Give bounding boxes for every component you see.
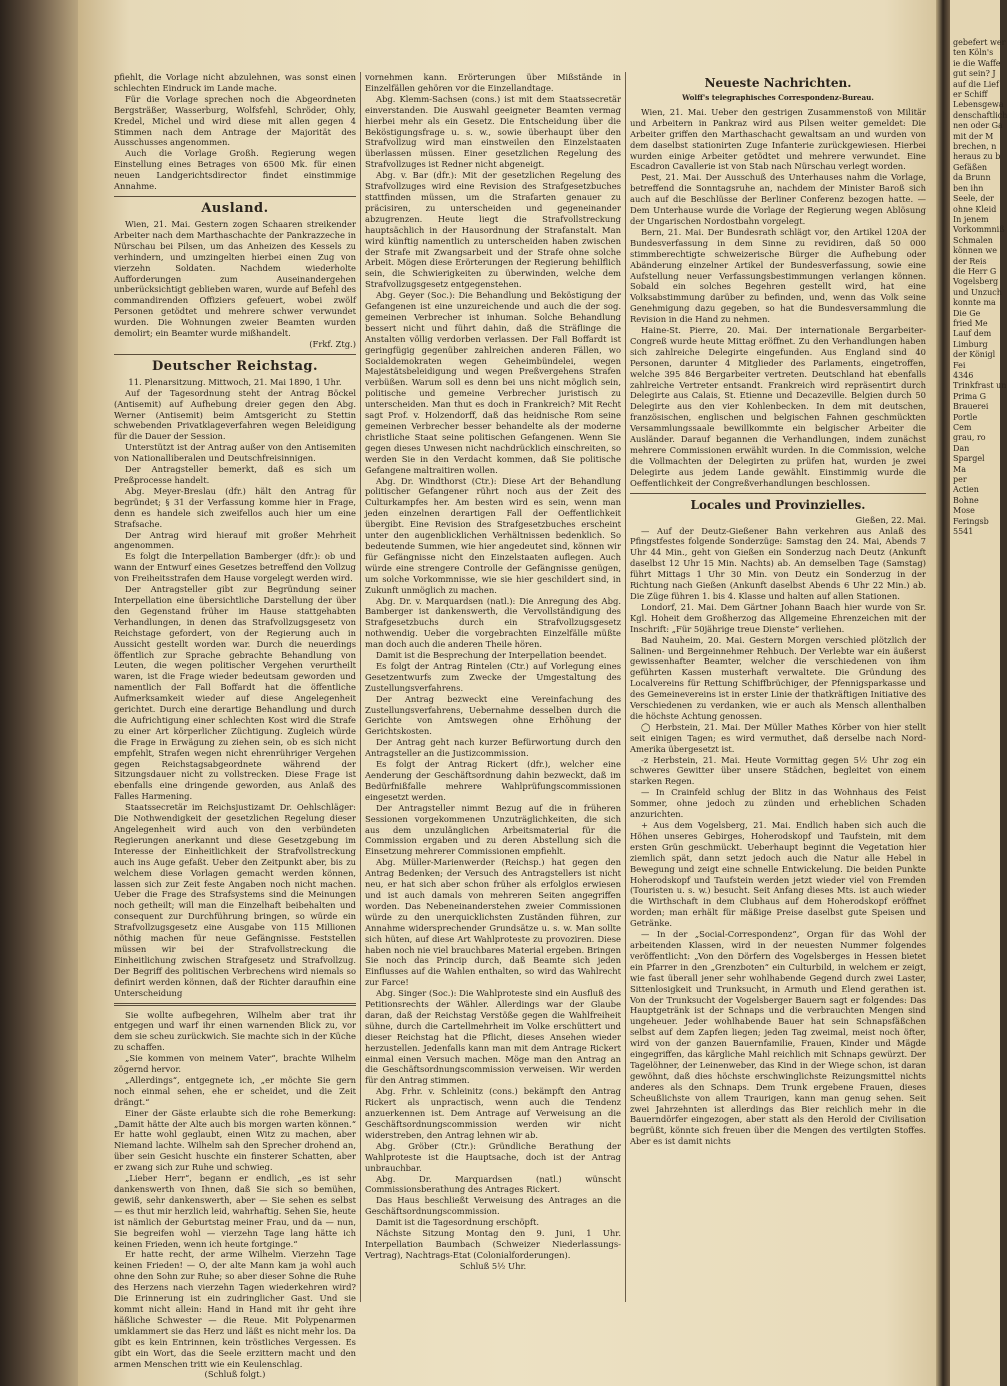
paragraph: Wien, 21. Mai. Gestern zogen Schaaren streikender Arbeiter nach dem Marthaschachte der Pankrazzeche in Nürschau bei Pilsen, um das Anheizen des Kessels zu verhindern, und umzingelten hierbei einen Zug von vierzehn Soldaten. Nachdem wiederholte Aufforderungen zum Auseinandergehen unberücksichtigt geblieben waren, wurde auf Befehl des commandirenden Offiziers gefeuert, wobei zwölf Personen getödtet und mehrere schwer verwundet wurden. Die Wohnungen zweier Beamten wurden demolirt; ein Beamter wurde mißhandelt. bbox=[114, 218, 356, 339]
edge-text-line: die Herr G bbox=[953, 266, 997, 276]
paragraph: Damit ist die Besprechung der Interpellation beendet. bbox=[376, 650, 607, 661]
edge-text-line: mit der M bbox=[953, 131, 994, 141]
wire-service-credit: Wolff's telegraphisches Correspondenz-Bureau. bbox=[682, 93, 874, 102]
edge-text-line: brechen, n bbox=[953, 142, 997, 152]
edge-text-line: fried Me bbox=[953, 318, 988, 328]
paragraph: — In der „Social-Correspondenz“, Organ für das Wohl der arbeitenden Klassen, wird in der neuesten Nummer folgendes veröffentlicht: „Von den Dörfern des Vogelsberges in Hessen bietet ein Pfarrer in den „Grenzboten“ ein Culturbild, in welchem er zeigt, wie fast überall jener sehr wohlhabende Gegend durch zwei Laster, Sittenlosigkeit und Trunksucht, in Armuth und Elend gerathen ist. Von der Trunksucht der Vogelsberger Bauern sagt er folgendes: Das Hauptgetränk ist der Schnaps und die verbrauchten Mengen sind ungeheuer. Jeder wohlhabende Bauer hat sein Schnapsfäßchen selbst auf dem Zapfen liegen; jeden Tag zweimal, meist noch öfter, wird von der ganzen Bauernfamilie, Frauen, Kinder und Mägde eingegriffen, das kärgliche Mahl reichlich mit Schnaps gewürzt. Der Tagelöhner, der Leinenweber, das Kind in der Wiege schon, ist daran gewöhnt, daß dies höchste erschwinglichste Reizungsmittel nichts anderes als den Schnaps. Dem Trunk ergebene Frauen, dieses Scheußlichste von allem Traurigen, kann man genug sehen. Seit zwei Jahrzehnten ist allerdings das Bier reichlich mehr in die Bauerndörfer eingezogen, aber statt als den Herold der Civilisation begrüßt, könnte sich freuen über die Mengen des vertilgten Stoffes. Aber es ist damit nichts bbox=[630, 929, 926, 1147]
section-title-locales: Locales und Provinzielles. bbox=[690, 497, 866, 512]
paragraph: Abg. Müller-Marienwerder (Reichsp.) hat gegen den Antrag Bedenken; der Versuch des Antragstellers ist nicht neu, er hat sich aber schon früher als erfolglos erwiesen und ist auch damals von mehreren Seiten angegriffen worden. Das Nebeneinanderstehen zweier Commissionen würde zu den unerquicklichsten Zuständen führen, zur Annahme widersprechender Grundsätze u. s. w. Man sollte sich hüten, auf diese Art Wahlproteste zu provoziren. Diese haben noch nie viel brauchbares Material ergeben. Bringen Sie noch das Princip durch, daß Beamte sich jeden Einflusses auf die Wahlen enthalten, so wird das Wahlrecht zur Farce! bbox=[365, 857, 621, 988]
section-title-reichstag: Deutscher Reichstag. bbox=[151, 358, 319, 374]
edge-text-line: Limburg bbox=[953, 339, 988, 349]
paragraph: Der Antragsteller bemerkt, daß es sich um Preßprocesse handelt. bbox=[114, 464, 356, 485]
edge-text-line: Ma bbox=[953, 464, 966, 474]
paragraph: Auf der Tagesordnung steht der Antrag Böckel (Antisemit) auf Aufhebung dreier gegen den Abg. Werner (Antisemit) beim Amtsgericht zu Stettin schwebenden Privatklageverfahren wegen Beleidigung für die Dauer der Session. bbox=[114, 387, 356, 442]
edge-text-line: Cem bbox=[953, 423, 972, 433]
edge-text-line: konnte ma bbox=[953, 298, 996, 308]
book-binding bbox=[0, 0, 78, 1386]
column-rule bbox=[360, 72, 361, 1302]
paragraph: Er hatte recht, der arme Wilhelm. Vierzehn Tage keinen Frieden! — O, der alte Mann kam ja wohl auch ohne den Sohn zur Ruhe; so aber dieser Sohne die Ruhe des Herzens nach vierzehn Tagen wiederkehren wird? Die Erinnerung ist ein zudringlicher Gast. Und sie kommt nicht allein: Hand in Hand mit ihr geht ihre häßliche Schwester — die Reue. Mit Polypenarmen umklammert sie das Herz und läßt es nicht mehr los. Da gibt es kein Entrinnen, kein tröstliches Vergessen. Es gibt ein Wort, das die Seele erzittern macht und den armen Menschen tritt wie ein Keulenschlag. bbox=[114, 1249, 356, 1369]
adjacent-page-text bbox=[950, 0, 1007, 538]
paragraph: -z Herbstein, 21. Mai. Heute Vormittag gegen 5½ Uhr zog ein schweres Gewitter über unsere Städchen, begleitet von einem starken Regen. bbox=[630, 754, 926, 787]
paragraph: pfiehlt, die Vorlage nicht abzulehnen, was sonst einen schlechten Eindruck im Lande mache. bbox=[114, 72, 356, 93]
edge-text-line: heraus zu b bbox=[953, 152, 1001, 162]
edge-text-line: In jenem bbox=[953, 214, 989, 224]
paragraph: Abg. Geyer (Soc.): Die Behandlung und Beköstigung der Gefangenen ist eine unzureichende und auch die der sog. gemeinen Verbrecher ist inhuman. Solche Behandlung bessert nicht und führt dahin, daß die Sträflinge die Anstalten völlig verdorben verlassen. Der Fall Boffardt ist geringfügig gegenüber zahlreichen anderen Fällen, wo Socialdemokraten wegen Geheimbündelei, wegen Majestätsbeleidigung und wegen Preßvergehens Strafen verbüßen. Warum soll es denn bei uns nicht möglich sein, politische und gemeine Verbrecher juristisch zu unterscheiden. Man thut es doch in Frankreich? Mit Recht sagt Prof. v. Holzendorff, daß das heidnische Rom seine gemeinen Verbrecher besser behandelte als der moderne christliche Staat seine politischen Gefangenen. Wenn Sie gegen dieses Unwesen nicht nachdrücklich einschreiten, so werden Sie in den Verdacht kommen, daß Sie politische Gefangene maltraitiren wollen. bbox=[365, 290, 621, 475]
paragraph: Wien, 21. Mai. Ueber den gestrigen Zusammenstoß von Militär und Arbeitern in Pankraz wird aus Pilsen weiter gemeldet: Die Arbeiter griffen den Marthaschacht gewaltsam an und wurden von dem daselbst stationirten Zuge Infanterie zurückgewiesen. Hierbei wurden einige Arbeiter getödtet und mehrere verwundet. Eine Escadron Cavallerie ist von Stab nach Nürschau verlegt worden. bbox=[630, 106, 926, 172]
edge-text-line: Seele, der bbox=[953, 194, 995, 204]
paragraph: vornehmen kann. Erörterungen über Mißstände in Einzelfällen gehören vor die Einzellandtage. bbox=[365, 72, 621, 93]
paragraph: Nächste Sitzung Montag den 9. Juni, 1 Uhr. Interpellation Baumbach (Schweizer Niederlassungs-Vertrag), Nachtrags-Etat (Colonialforderungen). bbox=[365, 1228, 621, 1260]
paragraph: ◯ Herbstein, 21. Mai. Der Müller Mathes Körber von hier stellt seit einigen Tagen; es wird vermuthet, daß derselbe nach Nord-Amerika übergesetzt ist. bbox=[630, 721, 926, 754]
edge-text-line: 5541 bbox=[953, 527, 974, 537]
paragraph: Sie wollte aufbegehren, Wilhelm aber trat ihr entgegen und warf ihr einen warnenden Blick zu, vor dem sie scheu zurückwich. Sie machte sich in der Küche zu schaffen. bbox=[114, 1009, 356, 1053]
paragraph: Der Antragsteller gibt zur Begründung seiner Interpellation eine übersichtliche Darstellung der über den Gegenstand früher im Hause stattgehabten Verhandlungen, in denen das Strafvollzugsgesetz von Reichstage gefordert, von der Regierung auch in Aussicht gestellt worden war. Durch die neuerdings öffentlich zur Sprache gebrachte Behandlung von Leuten, die wegen politischer Vergehen verurtheilt waren, ist die Frage wieder bedeutsam geworden und namentlich der Fall Boffardt hat die öffentliche Aufmerksamkeit wieder auf diese Angelegenheit gerichtet. Durch eine derartige Behandlung und durch die Aufrichtigung einer schlechten Kost wird die Strafe zu einer Art körperlicher Züchtigung. Zugleich würde die Frage in Erwägung zu ziehen sein, ob es sich nicht empfehlt, Strafen wegen nicht ehrenrühriger Vergehen gegen Reichstagsabgeordnete während der Sitzungsdauer nicht zu vollstrecken. Diese Frage ist ebenfalls eine dringende geworden, aus Anlaß des Falles Harmening. bbox=[114, 584, 356, 802]
edge-text-line: grau, ro bbox=[953, 433, 986, 443]
paragraph: „Allerdings“, entgegnete ich, „er möchte Sie gern noch einmal sehen, ehe er scheidet, und die Zeit drängt.“ bbox=[114, 1074, 356, 1107]
paragraph: Abg. Klemm-Sachsen (cons.) ist mit dem Staatssecretär einverstanden. Die Auswahl geeigneter Beamten vermag hierbei mehr als ein Gesetz. Die Entscheidung über die Beköstigungsfrage u. s. w., sowie überhaupt über den Strafvollzug wird man einstweilen den Einzelstaaten überlassen müssen. Einer gesetzlichen Regelung des Strafvollzuges ist Redner nicht abgeneigt. bbox=[365, 93, 621, 170]
column-left bbox=[114, 72, 356, 1380]
edge-text-line: Vorkommniß bbox=[953, 225, 1005, 235]
paragraph: Der Antrag bezweckt eine Vereinfachung des Zustellungsverfahrens, Uebernahme desselben durch die Gerichte von Amtswegen ohne Erhöhung der Gerichtskosten. bbox=[365, 693, 621, 737]
column-middle bbox=[365, 72, 621, 1302]
edge-text-line: nen oder Ga bbox=[953, 121, 1003, 131]
edge-text-line: Lebensgewa bbox=[953, 100, 1004, 110]
page-gutter bbox=[936, 0, 950, 1386]
paragraph: + Aus dem Vogelsberg, 21. Mai. Endlich haben sich auch die Höhen unseres Gebirges, Hoherodskopf und Taufstein, mit dem ersten Grün geschmückt. Ueberhaupt beginnt die Vegetation hier ziemlich spät, dann setzt jedoch auch die Natur alle Hebel in Bewegung und zeigt eine schnelle Entwickelung. Die beiden Punkte Hoherodskopf und Taufstein werden jetzt wieder viel von Fremden (Touristen u. s. w.) besucht. Seit Anfang dieses Mts. ist auch wieder die Wirthschaft in dem Clubhaus auf dem Hoherodskopf eröffnet worden; man erhält für mäßige Preise daselbst gute Speisen und Getränke. bbox=[630, 820, 926, 929]
paragraph: Unterstützt ist der Antrag außer von den Antisemiten von Nationalliberalen und Deutschfreisinnigen. bbox=[114, 442, 356, 464]
paragraph: Abg. Singer (Soc.): Die Wahlproteste sind ein Ausfluß des Petitionsrechts der Wähler. Allerdings war der Glaube daran, daß der Reichstag Verstöße gegen die Wahlfreiheit sühne, durch die Cartellmehrheit im Volke erschüttert und dieser Reichstag hat die Pflicht, dieses Ansehen wieder herzustellen. Jedenfalls kann man mit dem Antrage Rickert einmal einen Versuch machen. Möge man den Antrag an die Geschäftsordnungscommission verweisen. Wir werden für den Antrag stimmen. bbox=[365, 988, 621, 1086]
paragraph: Bad Nauheim, 20. Mai. Gestern Morgen verschied plötzlich der Salinen- und Bergeinnehmer Rehbuch. Der Verlebte war ein äußerst gewissenhafter Beamter, welcher die verschiedenen von ihm geführten Kassen musterhaft verwaltete. Die Gründung des Localvereins für Rettung Schiffbrüchiger, der Pfennigsparkasse und des Gemeinevereins ist in erster Linie der thatkräftigen Initiative des Verschiedenen zu verdanken, wie er auch als Mensch allenthalben die höchste Achtung genossen. bbox=[630, 634, 926, 721]
edge-text-line: Mose bbox=[953, 506, 975, 516]
edge-text-line: Schmalen bbox=[953, 235, 993, 245]
closing-time: Schluß 5½ Uhr. bbox=[459, 1260, 527, 1271]
edge-text-line: Lauf dem bbox=[953, 329, 992, 339]
paragraph: Londorf, 21. Mai. Dem Gärtner Johann Baach hier wurde von Sr. Kgl. Hoheit dem Großherzog das Allgemeine Ehrenzeichen mit der Inschrift: „Für 50jährige treue Dienste“ verliehen. bbox=[630, 601, 926, 634]
edge-text-line: ten Köln's bbox=[953, 48, 994, 58]
paragraph: Bern, 21. Mai. Der Bundesrath schlägt vor, den Artikel 120A der Bundesverfassung in dem Sinne zu revidiren, daß 50 000 stimmberechtigte schweizerische Bürger die Aufhebung oder Abänderung einzelner Artikel der Bundesverfassung, sowie eine Aufstellung neuer Verfassungsbestimmungen verlangen können. Sobald ein solches Begehren gestellt wird, hat eine Volksabstimmung darüber zu befinden, und, wenn das Volk seine Genehmigung dazu gegeben, so hat die Bundesversammlung die Revision in die Hand zu nehmen. bbox=[630, 226, 926, 325]
reichstag-report bbox=[114, 388, 356, 999]
edge-text-line: der Reis bbox=[953, 256, 987, 266]
paragraph: Einer der Gäste erlaubte sich die rohe Bemerkung: „Damit hätte der Alte auch bis morgen warten können.“ Er hatte wohl geglaubt, einen Witz zu machen, aber Niemand lachte. Wilhelm sah den Sprecher drohend an, über sein Gesicht huschte ein finsterer Schatten, aber er zwang sich zur Ruhe und schwieg. bbox=[114, 1107, 356, 1173]
paragraph: Der Antrag geht nach kurzer Befürwortung durch den Antragsteller an die Justizcommission. bbox=[365, 737, 621, 759]
edge-text-line: Fei bbox=[953, 360, 966, 370]
edge-text-line: auf die Lief bbox=[953, 79, 999, 89]
edge-text-line: Die Ge bbox=[953, 308, 981, 318]
edge-text-line: Prima G bbox=[953, 391, 987, 401]
paragraph: Es folgt der Antrag Rickert (dfr.), welcher eine Aenderung der Geschäftsordnung dahin bezweckt, daß im Bedürfnißfalle mehrere Wahlprüfungscommissionen eingesetzt werden. bbox=[365, 759, 621, 802]
edge-text-line: der Königl bbox=[953, 350, 996, 360]
source-citation: (Frkf. Ztg.) bbox=[309, 338, 356, 349]
edge-text-line: Spargel bbox=[953, 454, 985, 464]
edge-text-line: da Brunn bbox=[953, 173, 991, 183]
paragraph: Für die Vorlage sprechen noch die Abgeordneten Bergsträßer, Wasserburg, Wolfsfehl, Schröder, Ohly, Kredel, Michel und wird diese mit allen gegen 4 Stimmen nach dem Antrage der Majorität des Ausschusses angenommen. bbox=[114, 93, 356, 148]
edge-text-line: Actien bbox=[953, 485, 979, 495]
section-divider bbox=[114, 196, 356, 197]
section-title-ausland: Ausland. bbox=[201, 200, 269, 216]
paragraph: — In Crainfeld schlug der Blitz in das Wohnhaus des Feist Sommer, ohne jedoch zu zünden und erheblichen Schaden anzurichten. bbox=[630, 787, 926, 820]
edge-text-line: gebefert wer bbox=[953, 38, 1006, 47]
paragraph: Es folgt die Interpellation Bamberger (dfr.): ob und wann der Entwurf eines Gesetzes betreffend den Vollzug von Freiheitsstrafen dem Hause vorgelegt werden wird. bbox=[114, 551, 356, 584]
paragraph: Der Antragsteller nimmt Bezug auf die in früheren Sessionen vorgekommenen Unzuträglichkeiten, die sich aus dem unzulänglichen Arbeitsmaterial für die Commission ergaben und zu deren Abstellung sich die Einsetzung mehrerer Commissionen empfiehlt. bbox=[365, 802, 621, 857]
edge-text-line: ohne Kleid bbox=[953, 204, 997, 214]
paragraph: Es folgt der Antrag Rintelen (Ctr.) auf Vorlegung eines Gesetzentwurfs zum Zwecke der Umgestaltung des Zustellungsverfahrens. bbox=[365, 660, 621, 693]
paragraph: Abg. Dr. Windthorst (Ctr.): Diese Art der Behandlung politischer Gefangener rührt noch aus der Zeit des Culturkampfes her. Am besten wird es sein, wenn man jeden einzelnen derartigen Fall der Oeffentlichkeit übergibt. Eine Revision des Strafgesetzbuches erscheint unter den augenblicklichen Verhältnissen bedenklich. So bedeutende Summen, wie hier angedeutet sind, können wir für Gefängnisse nicht den Einzelstaaten auflegen. Auch würde eine strengere Controlle der Gefängnisse genügen, um solche Vorkommnisse, wie sie hier geschildert sind, in Zukunft unmöglich zu machen. bbox=[365, 475, 621, 595]
session-line: 11. Plenarsitzung. Mittwoch, 21. Mai 1890, 1 Uhr. bbox=[128, 376, 342, 387]
paragraph: Abg. Dr. Marquardsen (natl.) wünscht Commissionsberathung des Antrages Rickert. bbox=[365, 1173, 621, 1195]
paragraph: „Lieber Herr“, begann er endlich, „es ist sehr dankenswerth von Ihnen, daß Sie sich so bemühen, gewiß, sehr dankenswerth, aber — Sie sehen es selbst — es thut mir herzlich leid, wahrhaftig. Sehen Sie, heute ist nämlich der Geburtstag meiner Frau, und da — nun, Sie begreifen wohl — vierzehn Tage lang hätte ich keinen Frieden, wenn ich heute fortginge.“ bbox=[114, 1173, 356, 1249]
paragraph: Staatssecretär im Reichsjustizamt Dr. Oehlschläger: Die Nothwendigkeit der gesetzlichen Regelung dieser Angelegenheit wird auch von den verbündeten Regierungen anerkannt und diese Gesetzgebung im Interesse der Einheitlichkeit der Strafvollstreckung auch ins Auge gefaßt. Ueber den Zeitpunkt aber, bis zu welchem diese Vorlagen gemacht werden können, lassen sich zur Zeit feste Angaben noch nicht machen. Ueber die Frage des Strafsystems sind die Meinungen noch getheilt; will man die Einzelhaft beibehalten und consequent zur Durchführung bringen, so würde ein Strafvollzugsgesetz eine Ausgabe von 115 Millionen nöthig machen für neue Gefängnisse. Feststellen müssen wir bei der Strafvollstreckung die Einheitlichung zwischen Strafgesetz und Strafvollzug. Der Begriff des politischen Verbrechens wird niemals so definirt werden können, daß der Richter daraufhin eine Unterscheidung bbox=[114, 802, 356, 998]
feuilleton-divider bbox=[114, 1003, 356, 1006]
continued-note: (Schluß folgt.) bbox=[204, 1369, 266, 1380]
paragraph: Haine-St. Pierre, 20. Mai. Der internationale Bergarbeiter-Congreß wurde heute Mittag eröffnet. Zu den Verhandlungen haben sich zahlreiche Delegirte eingefunden. Aus England sind 40 Personen, darunter 4 Mitglieder des Parlaments, eingetroffen, welche 395 846 Bergarbeiter vertreten. Deutschland hat ebenfalls zahlreiche Vertreter entsandt. Frankreich wird repräsentirt durch Delegirte aus Calais, St. Etienne und Decazeville. Belgien durch 50 Delegirte aus den vier Kohlenbecken. In dem mit deutschen, französischen, englischen und belgischen Fahnen geschmückten Versammlungssaale bewillkommte ein belgischer Arbeiter die Ausländer. Darauf begannen die Verhandlungen, indem zunächst mehrere Commissionen erwählt wurden. In die Commission, welche die Vollmachten der Delegirten zu prüfen hat, wurden je zwei Delegirte aus jedem Lande gewählt. Einstimmig wurde die Oeffentlichkeit der Congreßverhandlungen beschlossen. bbox=[630, 325, 926, 488]
paragraph: Damit ist die Tagesordnung erschöpft. bbox=[376, 1217, 540, 1228]
edge-text-line: ben ihn bbox=[953, 183, 984, 193]
paragraph: Auch die Vorlage Großh. Regierung wegen Einstellung eines Betrages von 6500 Mk. für einen neuen Landgerichtsdirector findet einstimmige Annahme. bbox=[114, 148, 356, 192]
edge-text-line: Trinkfrast un bbox=[953, 381, 1007, 391]
edge-text-line: gut sein? J bbox=[953, 69, 996, 79]
paragraph: Abg. v. Bar (dfr.): Mit der gesetzlichen Regelung des Strafvollzuges wird eine Revision des Strafgesetzbuches stattfinden müssen, um die Strafarten genauer zu präcisiren, zu unterscheiden und gegeneinander abzugrenzen. Heute liegt die Strafvollstreckung hauptsächlich in der Hausordnung der Strafanstalt. Man wird künftig namentlich zu unterscheiden haben zwischen der Strafe mit Zwangsarbeit und der Strafe ohne solche Arbeit. Mögen diese Erörterungen der Regierung behilflich sein, die Schwierigkeiten zu überwinden, welche dem Strafvollzugsgesetz entgegenstehen. bbox=[365, 170, 621, 290]
column-right bbox=[630, 72, 926, 1302]
section-title-neueste: Neueste Nachrichten. bbox=[704, 76, 852, 90]
paragraph: Der Antrag wird hierauf mit großer Mehrheit angenommen. bbox=[114, 529, 356, 551]
edge-text-line: Brauerei bbox=[953, 402, 989, 412]
column-rule bbox=[625, 72, 626, 1302]
paragraph: Abg. Gröber (Ctr.): Gründliche Berathung der Wahlproteste ist die Hauptsache, doch ist der Antrag unbrauchbar. bbox=[365, 1140, 621, 1173]
paragraph: — Auf der Deutz-Gießener Bahn verkehren aus Anlaß des Pfingstfestes folgende Sonderzüge: Samstag den 24. Mai, Abends 7 Uhr 44 Min., geht von Gießen ein Sonderzug nach Deutz (Ankunft daselbst 12 Uhr 15 Min. Nachts) ab. An demselben Tage (Samstag) führt Mittags 1 Uhr 30 Min. von Deutz ein Sonderzug in der Richtung nach Gießen (Ankunft daselbst Abends 6 Uhr 22 Min.) ab. Die Züge führen 1. bis 4. Klasse und halten auf allen Stationen. bbox=[630, 525, 926, 601]
edge-text-line: 4346 bbox=[953, 371, 974, 380]
edge-text-line: per bbox=[953, 475, 967, 485]
section-divider bbox=[114, 354, 356, 355]
edge-text-line: können we bbox=[953, 246, 997, 256]
edge-text-line: Feringsb bbox=[953, 516, 989, 526]
edge-text-line: denschaftlich bbox=[953, 110, 1007, 120]
edge-text-line: ie die Waffe bbox=[953, 58, 1001, 68]
edge-text-line: Vogelsberg bbox=[953, 277, 999, 287]
edge-text-line: und Unzuch bbox=[953, 287, 1002, 297]
dateline: Gießen, 22. Mai. bbox=[855, 514, 926, 525]
section-divider bbox=[630, 493, 926, 494]
edge-text-line: er Schiff bbox=[953, 90, 988, 100]
edge-text-line: Gefäßen bbox=[953, 162, 988, 172]
feuilleton-story bbox=[114, 1010, 356, 1381]
adjacent-page-edge bbox=[950, 0, 1007, 1386]
paragraph: Abg. Meyer-Breslau (dfr.) hält den Antrag für begründet; § 31 der Verfassung komme hier in Frage, denn es handele sich zweifellos auch hier um eine Strafsache. bbox=[114, 485, 356, 529]
paragraph: Das Haus beschließt Verweisung des Antrages an die Geschäftsordnungscommission. bbox=[365, 1195, 621, 1217]
paragraph: Abg. Frhr. v. Schleinitz (cons.) bekämpft den Antrag Rickert als unpractisch, wenn auch die Tendenz anzuerkennen ist. Dem Antrage auf Verweisung an die Geschäftsordnungscommission werden wir nicht widerstreben, den Antrag lehnen wir ab. bbox=[365, 1086, 621, 1140]
paragraph: „Sie kommen von meinem Vater“, brachte Wilhelm zögernd hervor. bbox=[114, 1053, 356, 1075]
paragraph: Pest, 21. Mai. Der Ausschuß des Unterhauses nahm die Vorlage, betreffend die Sonntagsruhe an, nachdem der Minister Baroß sich auch auf die Beschlüsse der Berliner Conferenz bezogen hatte. — Dem Unterhause wurde die Vorlage der Regierung wegen Ablösung der Ungarischen Nordostbahn vorgelegt. bbox=[630, 172, 926, 226]
edge-text-line: Bohne bbox=[953, 495, 979, 505]
edge-text-line: Portle bbox=[953, 412, 978, 422]
edge-text-line: Dan bbox=[953, 443, 970, 453]
paragraph: Abg. Dr. v. Marquardsen (natl.): Die Anregung des Abg. Bamberger ist dankenswerth, die Vervollständigung des Strafgesetzbuchs durch ein Strafvollzugsgesetz nothwendig. Ueber die vorgebrachten Einzelfälle müßte man doch auch die anderen Theile hören. bbox=[365, 595, 621, 650]
